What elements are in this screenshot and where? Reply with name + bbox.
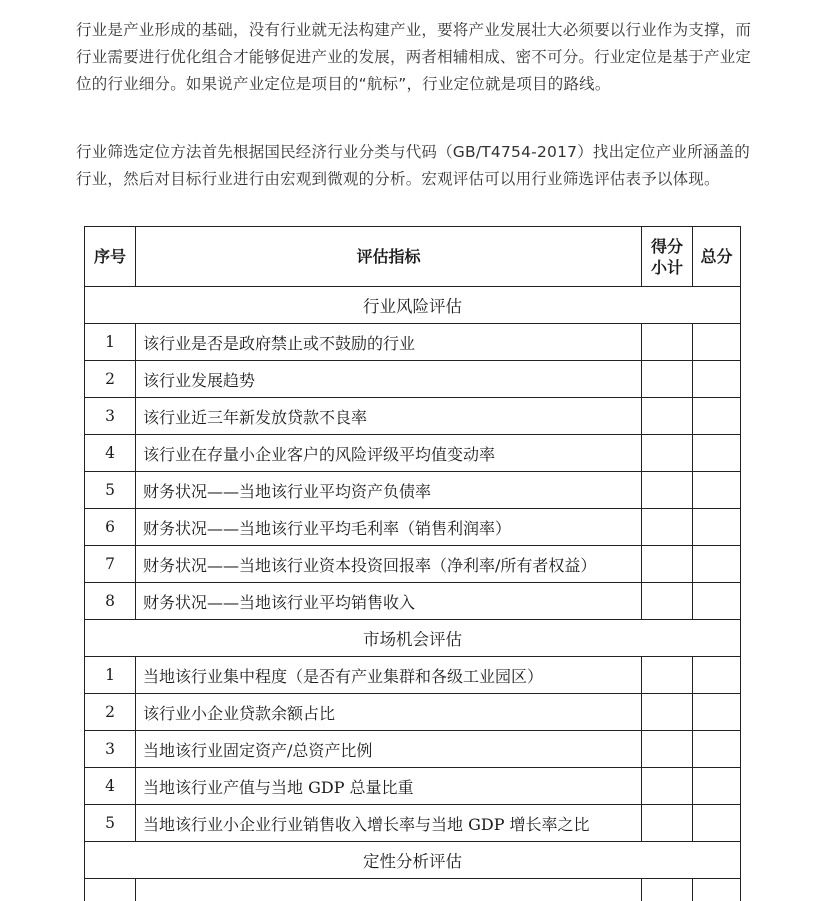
- row-total-cell: [693, 398, 741, 435]
- header-total: 总分: [693, 227, 741, 287]
- table-row: [85, 768, 741, 805]
- section-title: 市场机会评估: [85, 620, 741, 657]
- industry-screening-table: [84, 226, 741, 901]
- row-index: 6: [85, 509, 136, 546]
- row-subtotal-cell: [642, 546, 693, 583]
- header-subtotal: [642, 227, 693, 287]
- row-total-cell: [693, 583, 741, 620]
- row-indicator: 财务状况——当地该行业平均销售收入: [136, 583, 642, 620]
- row-index: 4: [85, 435, 136, 472]
- row-index: 4: [85, 768, 136, 805]
- header-indicator: 评估指标: [136, 227, 642, 287]
- row-subtotal-cell: [642, 324, 693, 361]
- table-row: [85, 435, 741, 472]
- table-row: [85, 657, 741, 694]
- row-index: 3: [85, 398, 136, 435]
- section-row: [85, 620, 741, 657]
- row-indicator: 财务状况——当地该行业平均资产负债率: [136, 472, 642, 509]
- table-row: [85, 398, 741, 435]
- row-subtotal-cell: [642, 731, 693, 768]
- header-subtotal-line2: 小计: [650, 257, 683, 277]
- section-row: [85, 842, 741, 879]
- table-row: [85, 472, 741, 509]
- row-indicator: 该行业发展趋势: [136, 361, 642, 398]
- row-subtotal-cell: [642, 657, 693, 694]
- row-subtotal-cell: [642, 361, 693, 398]
- row-subtotal-cell: [642, 435, 693, 472]
- row-subtotal-cell: [642, 509, 693, 546]
- section-row: [85, 287, 741, 324]
- row-index: 7: [85, 546, 136, 583]
- row-indicator: 当地该行业小企业行业销售收入增长率与当地 GDP 增长率之比: [136, 805, 642, 842]
- row-subtotal-cell: [642, 805, 693, 842]
- row-total-cell: [693, 768, 741, 805]
- table-body: [85, 287, 741, 901]
- row-subtotal-cell: [642, 694, 693, 731]
- row-indicator: 财务状况——当地该行业平均毛利率（销售利润率）: [136, 509, 642, 546]
- row-index: 2: [85, 361, 136, 398]
- row-total-cell: [693, 805, 741, 842]
- row-indicator: 当地该行业固定资产/总资产比例: [136, 731, 642, 768]
- row-indicator: 当地该行业产值与当地 GDP 总量比重: [136, 768, 642, 805]
- table-row: [85, 546, 741, 583]
- row-index: 1: [85, 657, 136, 694]
- row-total-cell: [693, 657, 741, 694]
- row-total-cell: [693, 361, 741, 398]
- header-subtotal-line1: 得分: [650, 236, 683, 256]
- method-paragraph: 行业筛选定位方法首先根据国民经济行业分类与代码（GB/T4754-2017）找出定位产业所涵盖的行业，然后对目标行业进行由宏观到微观的分析。宏观评估可以用行业筛选评估表予以体现。: [76, 143, 750, 188]
- section-title: 行业风险评估: [85, 287, 741, 324]
- row-index: 3: [85, 731, 136, 768]
- row-index: 5: [85, 472, 136, 509]
- row-total-cell: [693, 509, 741, 546]
- row-total-cell: [693, 879, 741, 901]
- row-index: 1: [85, 324, 136, 361]
- row-total-cell: [693, 546, 741, 583]
- row-indicator: 该行业是否是政府禁止或不鼓励的行业: [136, 324, 642, 361]
- row-index: 5: [85, 805, 136, 842]
- table-row: [85, 805, 741, 842]
- row-subtotal-cell: [642, 583, 693, 620]
- row-index: [85, 879, 136, 901]
- table-row: [85, 324, 741, 361]
- row-indicator: [136, 879, 642, 901]
- table-row: [85, 583, 741, 620]
- row-indicator: 财务状况——当地该行业资本投资回报率（净利率/所有者权益）: [136, 546, 642, 583]
- table-header-row: [85, 227, 741, 287]
- table-row: [85, 731, 741, 768]
- row-subtotal-cell: [642, 879, 693, 901]
- row-indicator: 该行业近三年新发放贷款不良率: [136, 398, 642, 435]
- row-total-cell: [693, 694, 741, 731]
- industry-screening-table-wrap: [84, 226, 740, 901]
- row-total-cell: [693, 324, 741, 361]
- row-indicator: 该行业在存量小企业客户的风险评级平均值变动率: [136, 435, 642, 472]
- row-total-cell: [693, 435, 741, 472]
- row-indicator: 该行业小企业贷款余额占比: [136, 694, 642, 731]
- intro-paragraph: 行业是产业形成的基础，没有行业就无法构建产业，要将产业发展壮大必须要以行业作为支撑，而行业需要进行优化组合才能够促进产业的发展，两者相辅相成、密不可分。行业定位是基于产业定位的行业细分。如果说产业定位是项目的“航标”，行业定位就是项目的路线。: [76, 21, 752, 93]
- row-indicator: 当地该行业集中程度（是否有产业集群和各级工业园区）: [136, 657, 642, 694]
- row-index: 2: [85, 694, 136, 731]
- table-row: [85, 694, 741, 731]
- header-index: 序号: [85, 227, 136, 287]
- row-total-cell: [693, 472, 741, 509]
- row-subtotal-cell: [642, 398, 693, 435]
- row-subtotal-cell: [642, 472, 693, 509]
- table-row: [85, 879, 741, 901]
- row-subtotal-cell: [642, 768, 693, 805]
- table-row: [85, 509, 741, 546]
- section-title: 定性分析评估: [85, 842, 741, 879]
- table-row: [85, 361, 741, 398]
- row-index: 8: [85, 583, 136, 620]
- row-total-cell: [693, 731, 741, 768]
